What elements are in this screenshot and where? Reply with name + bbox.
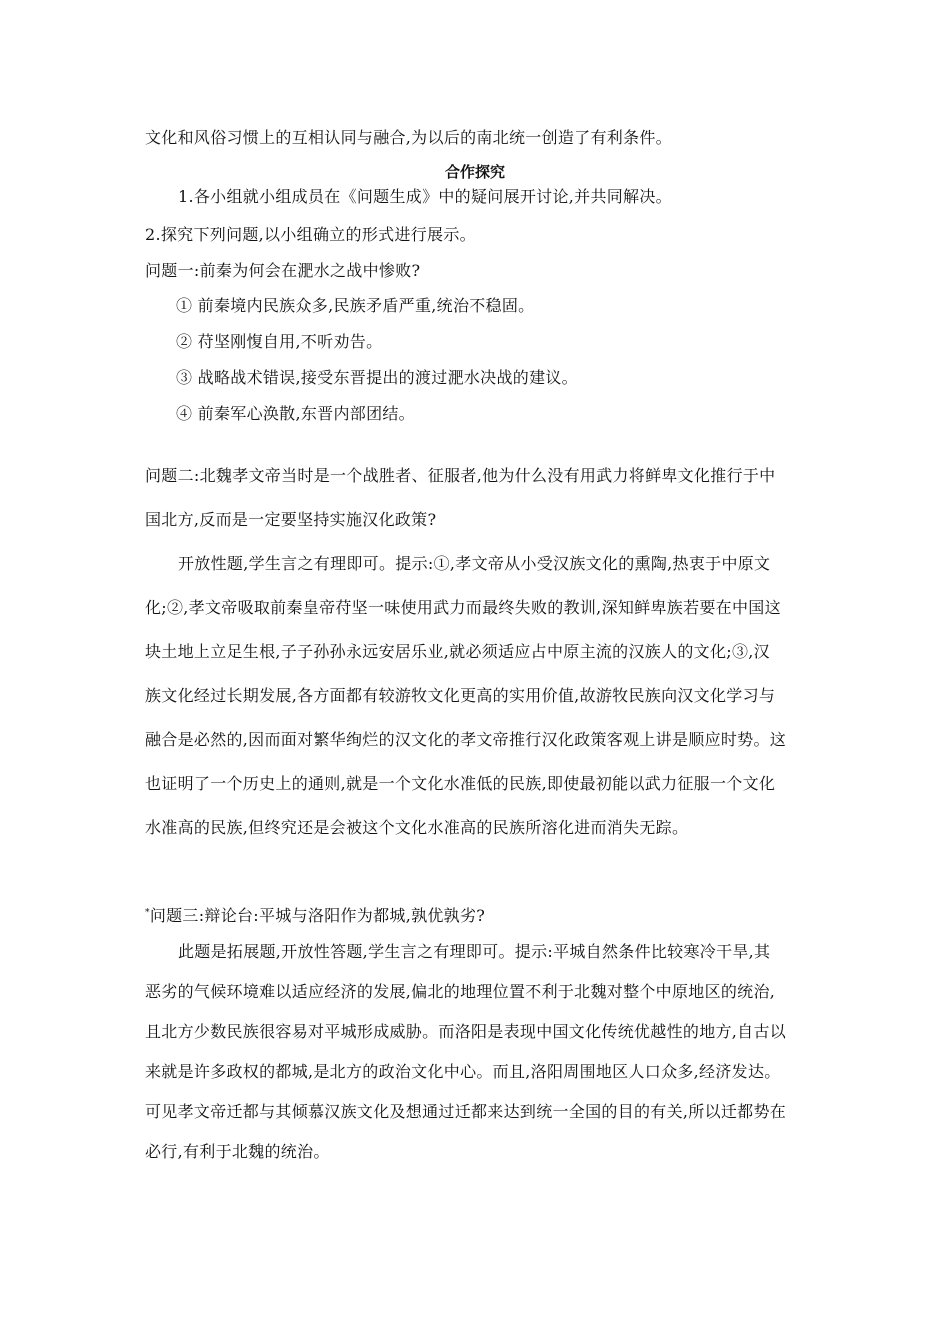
task-1: 1.各小组就小组成员在《问题生成》中的疑问展开讨论,并共同解决。 — [178, 187, 672, 206]
question-2-answer-line: 化;②,孝文帝吸取前秦皇帝苻坚一味使用武力而最终失败的教训,深知鲜卑族若要在中国这 — [145, 598, 781, 617]
question-2-answer-line: 融合是必然的,因而面对繁华绚烂的汉文化的孝文帝推行汉化政策客观上讲是顺应时势。这 — [145, 730, 787, 749]
question-3-answer-line: 来就是许多政权的都城,是北方的政治文化中心。而且,洛阳周围地区人口众多,经济发达。 — [145, 1062, 781, 1081]
optional-mark: * — [145, 908, 150, 918]
question-1-item: ③ 战略战术错误,接受东晋提出的渡过淝水决战的建议。 — [176, 368, 578, 387]
question-3-answer-line: 且北方少数民族很容易对平城形成威胁。而洛阳是表现中国文化传统优越性的地方,自古以 — [145, 1022, 787, 1041]
question-1-item: ④ 前秦军心涣散,东晋内部团结。 — [176, 404, 415, 423]
question-2-title-line: 国北方,反而是一定要坚持实施汉化政策? — [145, 510, 437, 529]
question-1-title: 问题一:前秦为何会在淝水之战中惨败? — [145, 261, 421, 280]
question-1-item: ① 前秦境内民族众多,民族矛盾严重,统治不稳固。 — [176, 296, 535, 315]
section-heading: 合作探究 — [444, 163, 505, 181]
question-1-item: ② 苻坚刚愎自用,不听劝告。 — [176, 332, 383, 351]
question-3-title — [145, 902, 810, 927]
question-2-answer-line: 族文化经过长期发展,各方面都有较游牧文化更高的实用价值,故游牧民族向汉文化学习与 — [145, 686, 776, 705]
task-2: 2.探究下列问题,以小组确立的形式进行展示。 — [145, 225, 476, 244]
question-3-answer-line: 必行,有利于北魏的统治。 — [145, 1142, 330, 1161]
intro-line: 文化和风俗习惯上的互相认同与融合,为以后的南北统一创造了有利条件。 — [145, 128, 672, 147]
question-3-answer-line: 可见孝文帝迁都与其倾慕汉族文化及想通过迁都来达到统一全国的目的有关,所以迁都势在 — [145, 1102, 787, 1121]
question-2-answer-line: 水准高的民族,但终究还是会被这个文化水准高的民族所溶化进而消失无踪。 — [145, 818, 689, 837]
question-3-answer-line: 恶劣的气候环境难以适应经济的发展,偏北的地理位置不利于北魏对整个中原地区的统治, — [145, 982, 776, 1001]
question-2-answer-line: 开放性题,学生言之有理即可。提示:①,孝文帝从小受汉族文化的熏陶,热衷于中原文 — [178, 554, 771, 573]
question-3-answer-line: 此题是拓展题,开放性答题,学生言之有理即可。提示:平城自然条件比较寒冷干旱,其 — [178, 942, 771, 961]
question-2-title-line: 问题二:北魏孝文帝当时是一个战胜者、征服者,他为什么没有用武力将鲜卑文化推行于中 — [145, 466, 776, 485]
question-3-title-text: 问题三:辩论台:平城与洛阳作为都城,孰优孰劣? — [149, 906, 486, 925]
question-2-answer-line: 也证明了一个历史上的通则,就是一个文化水准低的民族,即使最初能以武力征服一个文化 — [145, 774, 776, 793]
question-2-answer-line: 块土地上立足生根,子子孙孙永远安居乐业,就必须适应占中原主流的汉族人的文化;③,汉 — [145, 642, 770, 661]
